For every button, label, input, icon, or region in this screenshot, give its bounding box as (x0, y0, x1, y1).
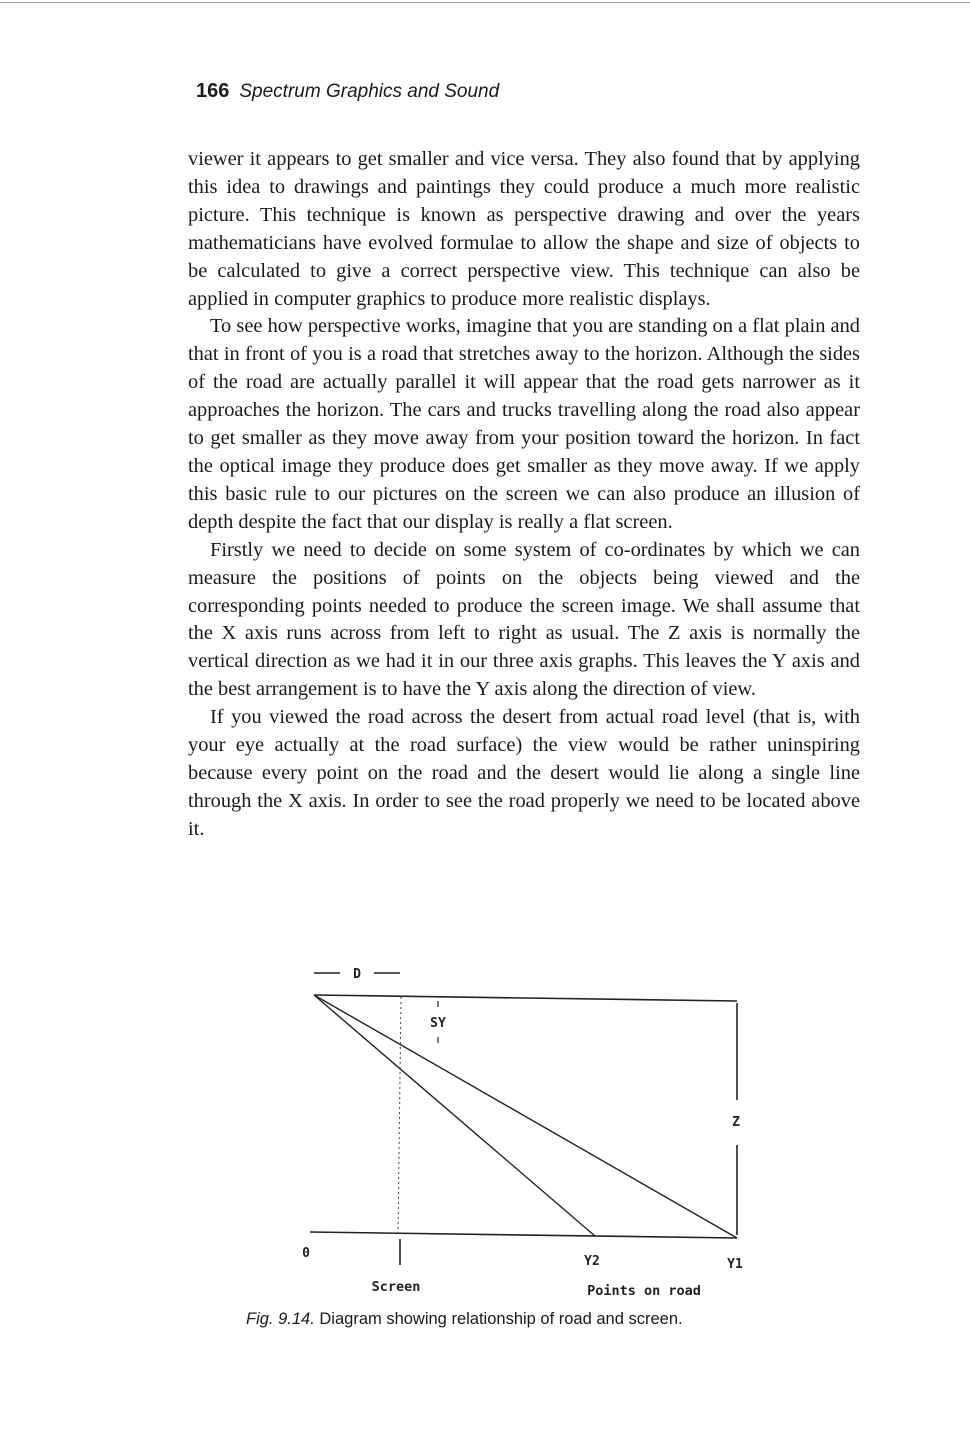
page-header (196, 80, 499, 103)
y2-label: Y2 (584, 1254, 600, 1269)
paragraph: If you viewed the road across the desert from actual road level (that is, with your eye actually at the road surface) the view would be rather uninspiring because every point on the road and the desert would lie along a single line through the X axis. In order to see the road properly we need to be located above it. (188, 706, 860, 840)
paragraph: To see how perspective works, imagine that you are standing on a flat plain and that in front of you is a road that stretches away to the horizon. Although the sides of the road are actually parallel it will appear that the road gets narrower as it approaches the horizon. The cars and trucks travelling along the road also appear to get smaller as they move away from your position toward the horizon. In fact the optical image they produce does get smaller as they move away. If we apply this basic rule to our pictures on the screen we can also produce an illusion of depth despite the fact that our display is really a flat screen. (188, 315, 860, 533)
body-text (188, 146, 860, 844)
sy-label: SY (430, 1016, 446, 1031)
page-number: 166 (196, 80, 230, 102)
screen-plane-line (398, 997, 401, 1235)
caption-number: Fig. 9.14. (246, 1310, 315, 1328)
screen-label: Screen (371, 1279, 421, 1295)
figure-caption (246, 1310, 683, 1329)
sight-line-y1 (314, 995, 737, 1238)
sight-line-y2 (314, 995, 595, 1236)
d-label: D (353, 967, 361, 982)
top-rule (0, 2, 970, 3)
points-on-road-label: Points on road (587, 1283, 701, 1299)
origin-label: 0 (302, 1246, 310, 1261)
caption-text: Diagram showing relationship of road and screen. (319, 1310, 683, 1328)
paragraph: viewer it appears to get smaller and vice versa. They also found that by applying this idea to drawings and paintings they could produce a much more realistic picture. This technique is known as perspective drawing and over the years mathematicians have evolved formulae to allow the shape and size of objects to be calculated to give a correct perspective view. This technique can also be applied in computer graphics to produce more realistic displays. (188, 148, 860, 310)
running-title: Spectrum Graphics and Sound (239, 81, 500, 102)
z-label: Z (732, 1115, 740, 1130)
figure (300, 955, 760, 1310)
paragraph: Firstly we need to decide on some system of co-ordinates by which we can measure the positions of points on the objects being viewed and the corresponding points needed to produce the screen image. We shall assume that the X axis runs across from left to right as usual. The Z axis is normally the vertical direction as we had it in our three axis graphs. This leaves the Y axis and the best arrangement is to have the Y axis along the direction of view. (188, 538, 860, 701)
ground-line (310, 1232, 737, 1238)
y1-label: Y1 (727, 1257, 743, 1272)
eye-level-line (314, 995, 737, 1001)
road-screen-diagram (300, 955, 760, 1305)
